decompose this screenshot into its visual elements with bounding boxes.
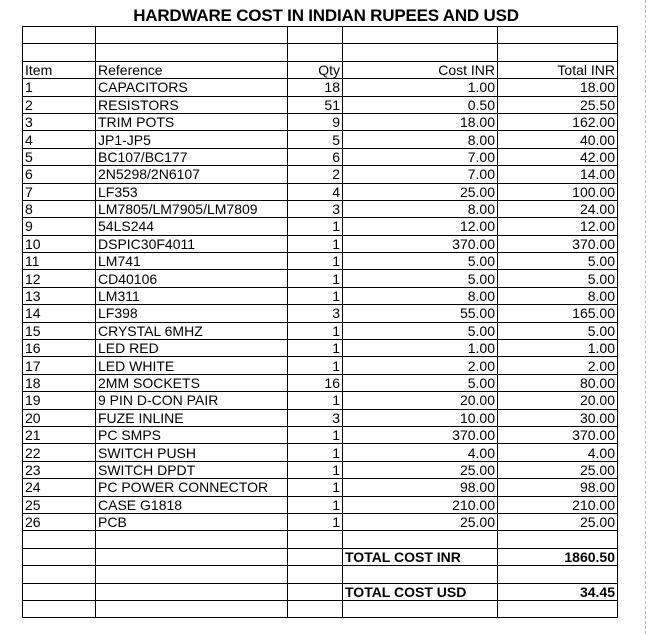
qty-cell[interactable]: 9	[288, 113, 343, 130]
total-inr-row	[23, 548, 618, 565]
reference-cell[interactable]: PC POWER CONNECTOR	[96, 479, 288, 496]
cost-inr-cell[interactable]: 2.00	[343, 357, 498, 374]
total-inr-cell[interactable]: 30.00	[498, 409, 618, 426]
cost-inr-cell[interactable]: 7.00	[343, 148, 498, 165]
hardware-cost-table	[22, 26, 618, 618]
cost-inr-cell[interactable]: 370.00	[343, 235, 498, 252]
reference-cell[interactable]: CAPACITORS	[96, 79, 288, 96]
total-cost-usd-label[interactable]: TOTAL COST USD	[343, 583, 498, 600]
blank-row	[23, 44, 618, 61]
reference-cell[interactable]: LM311	[96, 287, 288, 304]
blank-cell[interactable]	[498, 27, 618, 44]
total-inr-cell[interactable]: 5.00	[498, 270, 618, 287]
reference-cell[interactable]: FUZE INLINE	[96, 409, 288, 426]
total-inr-cell[interactable]: 25.00	[498, 461, 618, 478]
total-inr-cell[interactable]: 8.00	[498, 287, 618, 304]
qty-cell[interactable]: 16	[288, 374, 343, 391]
blank-cell[interactable]	[288, 531, 343, 548]
cost-inr-cell[interactable]: 8.00	[343, 287, 498, 304]
blank-cell[interactable]	[498, 44, 618, 61]
table-row	[23, 322, 618, 339]
item-cell[interactable]: 3	[23, 113, 96, 130]
total-inr-cell[interactable]: 370.00	[498, 426, 618, 443]
total-inr-cell[interactable]: 100.00	[498, 183, 618, 200]
qty-cell[interactable]: 3	[288, 200, 343, 217]
blank-cell[interactable]	[288, 566, 343, 583]
blank-cell[interactable]	[96, 600, 288, 617]
blank-cell[interactable]	[23, 531, 96, 548]
reference-cell[interactable]: RESISTORS	[96, 96, 288, 113]
cost-inr-cell[interactable]: 1.00	[343, 340, 498, 357]
item-cell[interactable]: 22	[23, 444, 96, 461]
cost-inr-cell[interactable]: 4.00	[343, 444, 498, 461]
qty-cell[interactable]: 51	[288, 96, 343, 113]
table-row	[23, 218, 618, 235]
item-cell[interactable]: 5	[23, 148, 96, 165]
blank-cell[interactable]	[96, 531, 288, 548]
blank-cell[interactable]	[96, 27, 288, 44]
cost-inr-cell[interactable]: 18.00	[343, 113, 498, 130]
qty-cell[interactable]: 1	[288, 270, 343, 287]
table-row	[23, 287, 618, 304]
total-inr-cell[interactable]: 14.00	[498, 166, 618, 183]
item-cell[interactable]: 1	[23, 79, 96, 96]
reference-cell[interactable]: PCB	[96, 513, 288, 530]
qty-cell[interactable]: 1	[288, 253, 343, 270]
reference-cell[interactable]: LED WHITE	[96, 357, 288, 374]
table-row	[23, 113, 618, 130]
total-cost-inr-value[interactable]: 1860.50	[498, 548, 618, 565]
table-row	[23, 479, 618, 496]
blank-cell[interactable]	[288, 583, 343, 600]
cost-inr-cell[interactable]: 25.00	[343, 461, 498, 478]
item-cell[interactable]: 4	[23, 131, 96, 148]
cost-inr-cell[interactable]: 20.00	[343, 392, 498, 409]
cost-inr-cell[interactable]: 25.00	[343, 513, 498, 530]
cost-inr-cell[interactable]: 0.50	[343, 96, 498, 113]
cost-inr-cell[interactable]: 10.00	[343, 409, 498, 426]
header-total-inr[interactable]: Total INR	[498, 61, 618, 78]
total-inr-cell[interactable]: 42.00	[498, 148, 618, 165]
table-row	[23, 253, 618, 270]
table-row	[23, 340, 618, 357]
qty-cell[interactable]: 6	[288, 148, 343, 165]
table-row	[23, 79, 618, 96]
reference-cell[interactable]: BC107/BC177	[96, 148, 288, 165]
cost-inr-cell[interactable]: 98.00	[343, 479, 498, 496]
reference-cell[interactable]: LM741	[96, 253, 288, 270]
item-cell[interactable]: 16	[23, 340, 96, 357]
qty-cell[interactable]: 1	[288, 479, 343, 496]
total-inr-cell[interactable]: 25.50	[498, 96, 618, 113]
table-row	[23, 305, 618, 322]
reference-cell[interactable]: PC SMPS	[96, 426, 288, 443]
table-row	[23, 200, 618, 217]
qty-cell[interactable]: 3	[288, 409, 343, 426]
item-cell[interactable]: 25	[23, 496, 96, 513]
table-row	[23, 409, 618, 426]
qty-cell[interactable]: 18	[288, 79, 343, 96]
table-row	[23, 461, 618, 478]
cost-inr-cell[interactable]: 8.00	[343, 131, 498, 148]
total-inr-cell[interactable]: 162.00	[498, 113, 618, 130]
blank-cell[interactable]	[96, 566, 288, 583]
qty-cell[interactable]: 1	[288, 218, 343, 235]
table-row	[23, 96, 618, 113]
qty-cell[interactable]: 1	[288, 357, 343, 374]
cost-inr-cell[interactable]: 7.00	[343, 166, 498, 183]
reference-cell[interactable]: SWITCH PUSH	[96, 444, 288, 461]
item-cell[interactable]: 10	[23, 235, 96, 252]
blank-cell[interactable]	[96, 44, 288, 61]
total-inr-cell[interactable]: 25.00	[498, 513, 618, 530]
item-cell[interactable]: 9	[23, 218, 96, 235]
blank-cell[interactable]	[498, 566, 618, 583]
total-inr-cell[interactable]: 20.00	[498, 392, 618, 409]
blank-row	[23, 531, 618, 548]
item-cell[interactable]: 13	[23, 287, 96, 304]
reference-cell[interactable]: DSPIC30F4011	[96, 235, 288, 252]
qty-cell[interactable]: 5	[288, 131, 343, 148]
qty-cell[interactable]: 1	[288, 340, 343, 357]
blank-cell[interactable]	[343, 44, 498, 61]
header-qty[interactable]: Qty	[288, 61, 343, 78]
table-row	[23, 374, 618, 391]
item-cell[interactable]: 11	[23, 253, 96, 270]
item-cell[interactable]: 21	[23, 426, 96, 443]
blank-cell[interactable]	[343, 531, 498, 548]
cost-inr-cell[interactable]: 5.00	[343, 374, 498, 391]
blank-cell[interactable]	[23, 27, 96, 44]
blank-cell[interactable]	[343, 600, 498, 617]
total-inr-cell[interactable]: 210.00	[498, 496, 618, 513]
header-row	[23, 61, 618, 78]
blank-cell[interactable]	[288, 44, 343, 61]
page-edge-guide	[645, 0, 647, 634]
reference-cell[interactable]: 54LS244	[96, 218, 288, 235]
blank-cell[interactable]	[96, 583, 288, 600]
total-cost-inr-label[interactable]: TOTAL COST INR	[343, 548, 498, 565]
reference-cell[interactable]: CASE G1818	[96, 496, 288, 513]
table-row	[23, 426, 618, 443]
cost-inr-cell[interactable]: 370.00	[343, 426, 498, 443]
item-cell[interactable]: 15	[23, 322, 96, 339]
qty-cell[interactable]: 1	[288, 287, 343, 304]
table-row	[23, 357, 618, 374]
item-cell[interactable]: 26	[23, 513, 96, 530]
qty-cell[interactable]: 1	[288, 461, 343, 478]
cost-inr-cell[interactable]: 1.00	[343, 79, 498, 96]
qty-cell[interactable]: 4	[288, 183, 343, 200]
item-cell[interactable]: 7	[23, 183, 96, 200]
blank-cell[interactable]	[343, 566, 498, 583]
item-cell[interactable]: 12	[23, 270, 96, 287]
table-row	[23, 183, 618, 200]
qty-cell[interactable]: 1	[288, 496, 343, 513]
blank-cell[interactable]	[288, 600, 343, 617]
reference-cell[interactable]: LED RED	[96, 340, 288, 357]
blank-cell[interactable]	[288, 27, 343, 44]
total-usd-row	[23, 583, 618, 600]
blank-cell[interactable]	[343, 27, 498, 44]
cost-inr-cell[interactable]: 210.00	[343, 496, 498, 513]
total-inr-cell[interactable]: 4.00	[498, 444, 618, 461]
table-row	[23, 148, 618, 165]
reference-cell[interactable]: JP1-JP5	[96, 131, 288, 148]
blank-cell[interactable]	[23, 583, 96, 600]
reference-cell[interactable]: 9 PIN D-CON PAIR	[96, 392, 288, 409]
blank-row	[23, 566, 618, 583]
blank-cell[interactable]	[498, 600, 618, 617]
header-cost-inr[interactable]: Cost INR	[343, 61, 498, 78]
blank-cell[interactable]	[23, 600, 96, 617]
item-cell[interactable]: 18	[23, 374, 96, 391]
qty-cell[interactable]: 1	[288, 322, 343, 339]
qty-cell[interactable]: 3	[288, 305, 343, 322]
header-reference[interactable]: Reference	[96, 61, 288, 78]
blank-cell[interactable]	[23, 566, 96, 583]
blank-cell[interactable]	[498, 531, 618, 548]
cost-inr-cell[interactable]: 5.00	[343, 322, 498, 339]
item-cell[interactable]: 23	[23, 461, 96, 478]
item-cell[interactable]: 2	[23, 96, 96, 113]
blank-row	[23, 27, 618, 44]
table-row	[23, 513, 618, 530]
cost-inr-cell[interactable]: 25.00	[343, 183, 498, 200]
item-cell[interactable]: 14	[23, 305, 96, 322]
qty-cell[interactable]: 1	[288, 392, 343, 409]
table-row	[23, 444, 618, 461]
blank-row	[23, 600, 618, 617]
reference-cell[interactable]: LF353	[96, 183, 288, 200]
blank-cell[interactable]	[288, 548, 343, 565]
reference-cell[interactable]: CD40106	[96, 270, 288, 287]
qty-cell[interactable]: 1	[288, 426, 343, 443]
table-row	[23, 131, 618, 148]
reference-cell[interactable]: SWITCH DPDT	[96, 461, 288, 478]
item-cell[interactable]: 8	[23, 200, 96, 217]
total-inr-cell[interactable]: 2.00	[498, 357, 618, 374]
reference-cell[interactable]: TRIM POTS	[96, 113, 288, 130]
header-item[interactable]: Item	[23, 61, 96, 78]
item-cell[interactable]: 24	[23, 479, 96, 496]
qty-cell[interactable]: 1	[288, 444, 343, 461]
reference-cell[interactable]: LM7805/LM7905/LM7809	[96, 200, 288, 217]
reference-cell[interactable]: 2N5298/2N6107	[96, 166, 288, 183]
total-inr-cell[interactable]: 5.00	[498, 253, 618, 270]
total-inr-cell[interactable]: 12.00	[498, 218, 618, 235]
item-cell[interactable]: 17	[23, 357, 96, 374]
total-inr-cell[interactable]: 98.00	[498, 479, 618, 496]
item-cell[interactable]: 19	[23, 392, 96, 409]
sheet-title: HARDWARE COST IN INDIAN RUPEES AND USD	[133, 6, 519, 25]
cost-inr-cell[interactable]: 5.00	[343, 253, 498, 270]
qty-cell[interactable]: 1	[288, 513, 343, 530]
table-row	[23, 392, 618, 409]
blank-cell[interactable]	[23, 44, 96, 61]
reference-cell[interactable]: 2MM SOCKETS	[96, 374, 288, 391]
reference-cell[interactable]: LF398	[96, 305, 288, 322]
table-row	[23, 270, 618, 287]
qty-cell[interactable]: 2	[288, 166, 343, 183]
table-row	[23, 166, 618, 183]
cost-inr-cell[interactable]: 5.00	[343, 270, 498, 287]
total-inr-cell[interactable]: 80.00	[498, 374, 618, 391]
qty-cell[interactable]: 1	[288, 235, 343, 252]
total-inr-cell[interactable]: 1.00	[498, 340, 618, 357]
total-cost-usd-value[interactable]: 34.45	[498, 583, 618, 600]
total-inr-cell[interactable]: 5.00	[498, 322, 618, 339]
cost-inr-cell[interactable]: 12.00	[343, 218, 498, 235]
item-cell[interactable]: 20	[23, 409, 96, 426]
cost-inr-cell[interactable]: 55.00	[343, 305, 498, 322]
total-inr-cell[interactable]: 165.00	[498, 305, 618, 322]
total-inr-cell[interactable]: 24.00	[498, 200, 618, 217]
item-cell[interactable]: 6	[23, 166, 96, 183]
table-row	[23, 235, 618, 252]
total-inr-cell[interactable]: 18.00	[498, 79, 618, 96]
blank-cell[interactable]	[23, 548, 96, 565]
blank-cell[interactable]	[96, 548, 288, 565]
total-inr-cell[interactable]: 370.00	[498, 235, 618, 252]
table-row	[23, 496, 618, 513]
total-inr-cell[interactable]: 40.00	[498, 131, 618, 148]
cost-inr-cell[interactable]: 8.00	[343, 200, 498, 217]
reference-cell[interactable]: CRYSTAL 6MHZ	[96, 322, 288, 339]
